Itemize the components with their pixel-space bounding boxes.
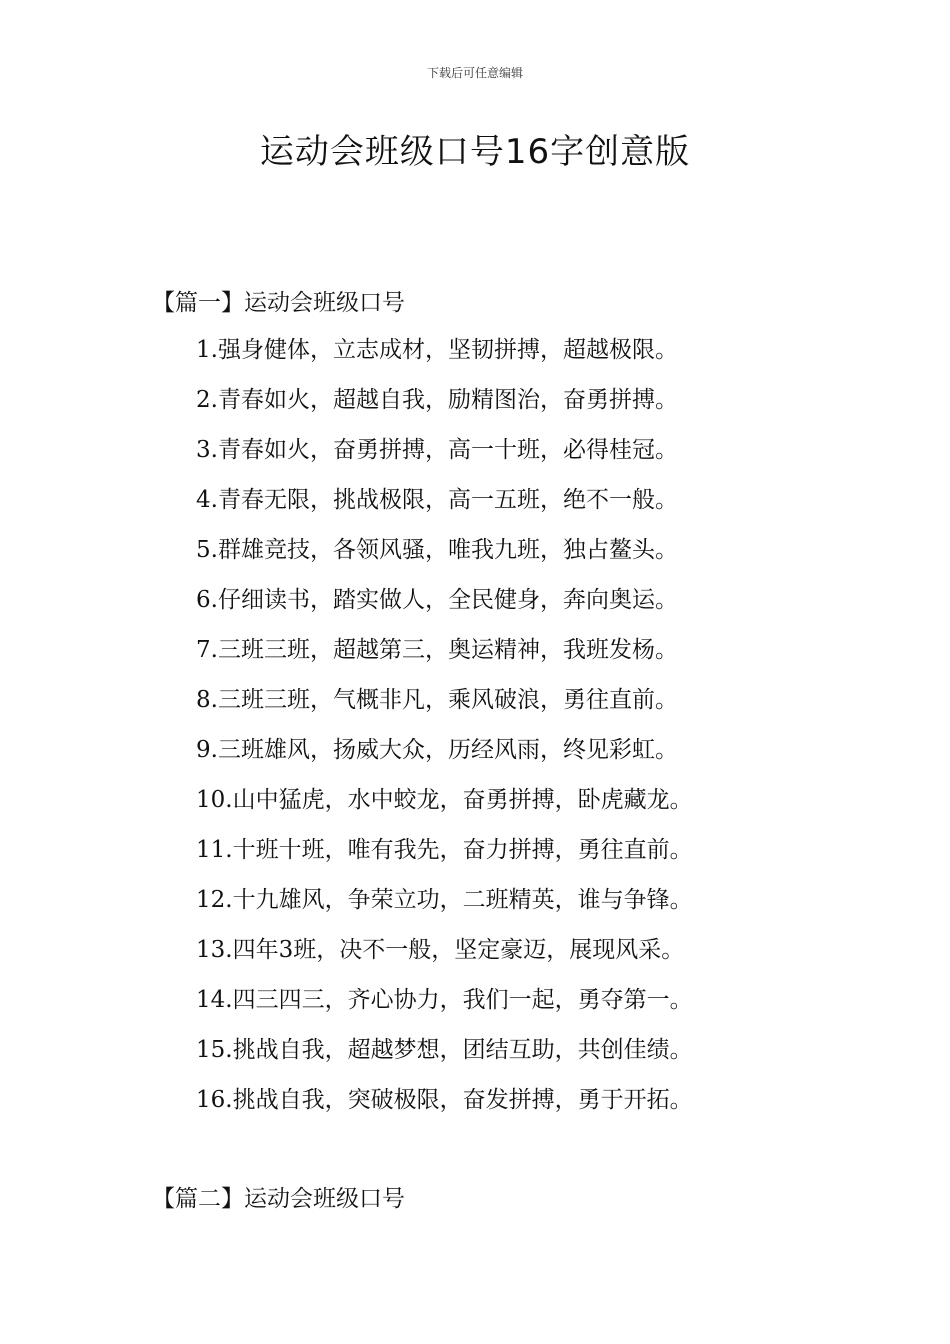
slogan-item: 3.青春如火，奋勇拼搏，高一十班，必得桂冠。 bbox=[196, 437, 678, 463]
slogan-item: 10.山中猛虎，水中蛟龙，奋勇拼搏，卧虎藏龙。 bbox=[196, 787, 693, 813]
slogan-item: 7.三班三班，超越第三，奥运精神，我班发杨。 bbox=[196, 637, 678, 663]
slogan-item: 4.青春无限，挑战极限，高一五班，绝不一般。 bbox=[196, 487, 678, 513]
document-title: 运动会班级口号16字创意版 bbox=[259, 132, 691, 172]
slogan-item: 15.挑战自我，超越梦想，团结互助，共创佳绩。 bbox=[196, 1037, 693, 1063]
slogan-item: 9.三班雄风，扬威大众，历经风雨，终见彩虹。 bbox=[196, 737, 678, 763]
slogan-item: 1.强身健体，立志成材，坚韧拼搏，超越极限。 bbox=[196, 337, 678, 363]
section-heading-1: 【篇一】运动会班级口号 bbox=[152, 290, 405, 316]
slogan-item: 6.仔细读书，踏实做人，全民健身，奔向奥运。 bbox=[196, 587, 678, 613]
section-heading-2: 【篇二】运动会班级口号 bbox=[152, 1186, 405, 1212]
slogan-item: 8.三班三班，气概非凡，乘风破浪，勇往直前。 bbox=[196, 687, 678, 713]
header-note: 下载后可任意编辑 bbox=[426, 66, 523, 80]
slogan-item: 13.四年3班，决不一般，坚定豪迈，展现风采。 bbox=[196, 937, 685, 963]
slogan-item: 11.十班十班，唯有我先，奋力拼搏，勇往直前。 bbox=[196, 837, 693, 863]
slogan-item: 12.十九雄风，争荣立功，二班精英，谁与争锋。 bbox=[196, 887, 693, 913]
slogan-item: 14.四三四三，齐心协力，我们一起，勇夺第一。 bbox=[196, 987, 693, 1013]
slogan-item: 2.青春如火，超越自我，励精图治，奋勇拼搏。 bbox=[196, 387, 678, 413]
slogan-item: 5.群雄竞技，各领风骚，唯我九班，独占鳌头。 bbox=[196, 537, 678, 563]
slogan-item: 16.挑战自我，突破极限，奋发拼搏，勇于开拓。 bbox=[196, 1087, 693, 1113]
slogan-list bbox=[196, 328, 693, 1128]
